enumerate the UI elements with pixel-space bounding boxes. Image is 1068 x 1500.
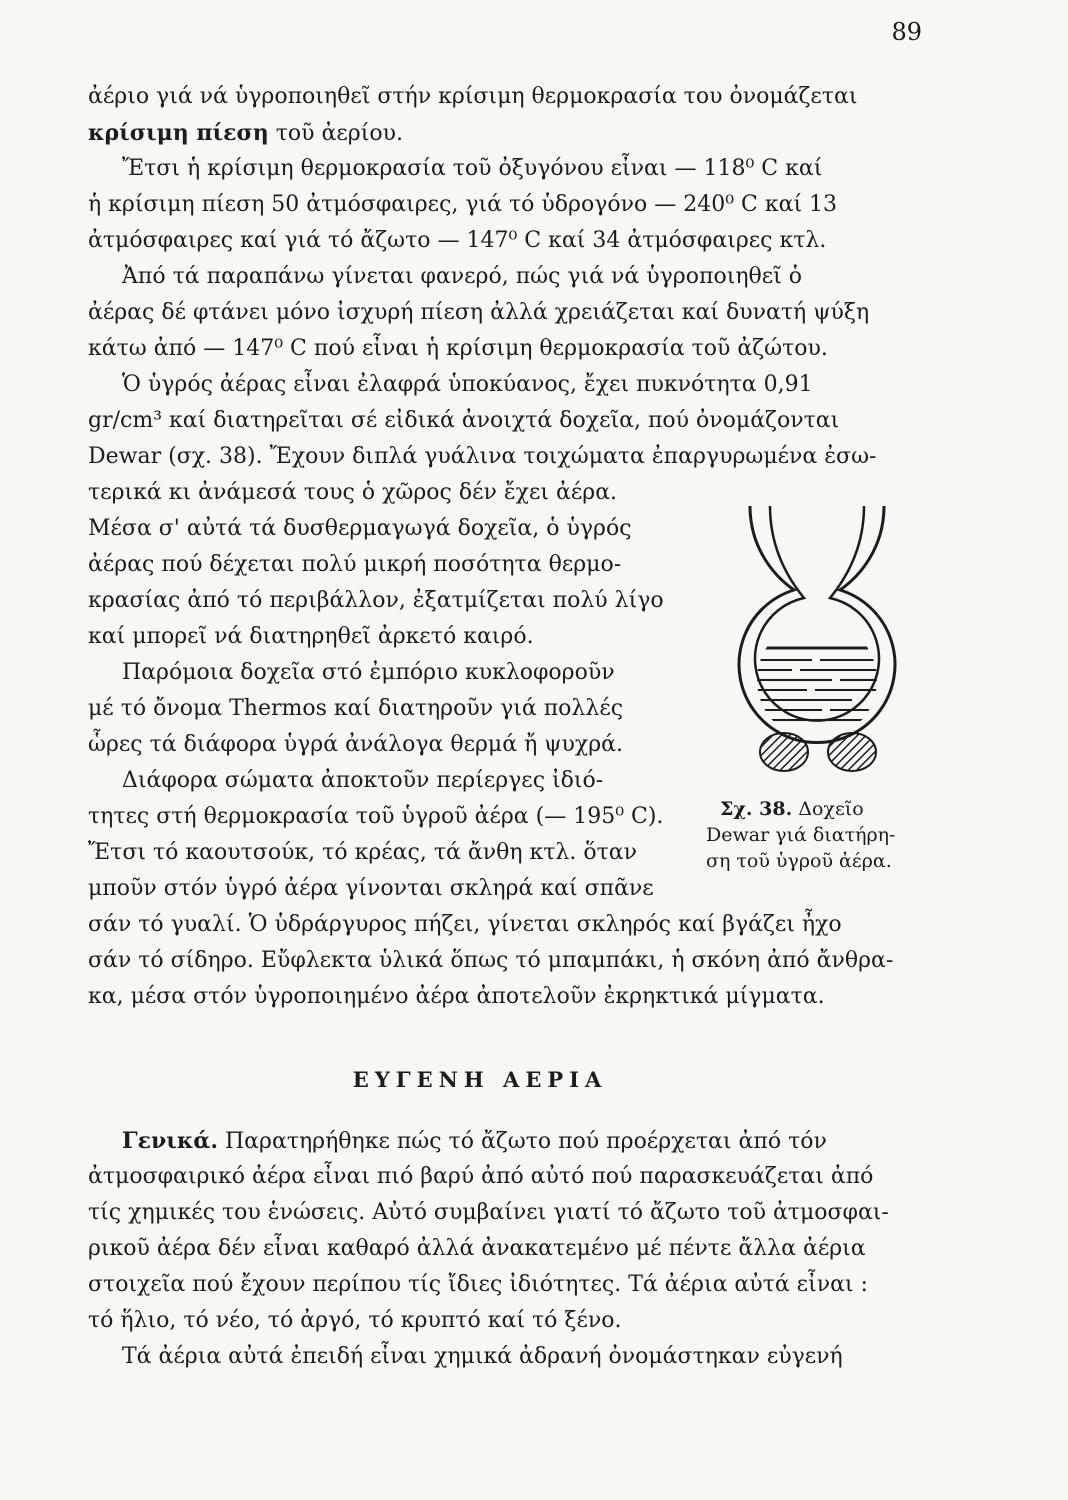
dewar-flask-figure <box>712 498 922 794</box>
section-heading: ΕΥΓΕΝΗ ΑΕΡΙΑ <box>352 1067 608 1092</box>
page-number: 89 <box>891 18 922 46</box>
text-line: σάν τό γυαλί. Ὁ ὑδράργυρος πήζει, γίνεται σκληρός καί βγάζει ἦχο <box>88 912 842 937</box>
figure-caption <box>720 796 864 823</box>
text-line: Ἔτσι τό καουτσούκ, τό κρέας, τά ἄνθη κτλ. ὅταν <box>88 840 637 865</box>
text-line: Μέσα σ' αὐτά τά δυσθερμαγωγά δοχεῖα, ὁ ὑγρός <box>88 516 632 541</box>
caption-text: Δοχεῖο <box>798 798 864 820</box>
text-line: τερικά κι ἀνάμεσά τους ὁ χῶρος δέν ἔχει ἀέρα. <box>88 480 618 505</box>
text-line: κάτω ἀπό — 147⁰ C πού εἶναι ἡ κρίσιμη θερμοκρασία τοῦ ἀζώτου. <box>88 336 828 361</box>
text-fragment: τοῦ ἀερίου. <box>275 121 403 146</box>
text-line: ὧρες τά διάφορα ὑγρά ἀνάλογα θερμά ἤ ψυχρά. <box>88 732 623 757</box>
text-line: κρασίας ἀπό τό περιβάλλον, ἐξατμίζεται πολύ λίγο <box>88 588 664 613</box>
text-line: Ἔτσι ἡ κρίσιμη θερμοκρασία τοῦ ὀξυγόνου εἶναι — 118⁰ C καί <box>122 156 823 181</box>
text-line: Ὁ ὑγρός ἀέρας εἶναι ἐλαφρά ὑποκύανος, ἔχει πυκνότητα 0,91 <box>122 372 813 397</box>
text-line: στοιχεῖα πού ἔχουν περίπου τίς ἴδιες ἰδιότητες. Τά ἀέρια αὐτά εἶναι : <box>88 1272 868 1297</box>
text-line: ἡ κρίσιμη πίεση 50 ἀτμόσφαιρες, γιά τό ὑδρογόνο — 240⁰ C καί 13 <box>88 192 838 217</box>
text-line: Ἀπό τά παραπάνω γίνεται φανερό, πώς γιά νά ὑγροποιηθεῖ ὁ <box>122 264 803 289</box>
caption-line: ση τοῦ ὑγροῦ ἀέρα. <box>706 850 892 872</box>
text-line: ἀτμόσφαιρες καί γιά τό ἄζωτο — 147⁰ C καί 34 ἀτμόσφαιρες κτλ. <box>88 228 827 253</box>
caption-label: Σχ. 38. <box>720 798 793 820</box>
text-line <box>122 1124 827 1158</box>
text-line: τό ἥλιο, τό νέο, τό ἀργό, τό κρυπτό καί τό ξένο. <box>88 1308 622 1333</box>
text-line: Τά ἀέρια αὐτά ἐπειδή εἶναι χημικά ἀδρανή ὀνομάστηκαν εὐγενή <box>122 1344 843 1369</box>
text-line: ἀέρας πού δέχεται πολύ μικρή ποσότητα θερμο- <box>88 552 622 577</box>
text-fragment: Παρατηρήθηκε πώς τό ἄζωτο πού προέρχεται ἀπό τόν <box>224 1129 827 1154</box>
text-line: ρικοῦ ἀέρα δέν εἶναι καθαρό ἀλλά ἀνακατεμένο μέ πέντε ἄλλα ἀέρια <box>88 1236 866 1261</box>
text-line <box>88 116 403 150</box>
text-line: κα, μέσα στόν ὑγροποιημένο ἀέρα ἀποτελοῦν ἐκρηκτικά μίγματα. <box>88 984 825 1009</box>
text-line: τίς χημικές του ἑνώσεις. Αὐτό συμβαίνει γιατί τό ἄζωτο τοῦ ἀτμοσφαι- <box>88 1200 889 1225</box>
text-line: Διάφορα σώματα ἀποκτοῦν περίεργες ἰδιό- <box>122 768 604 793</box>
text-line: ἀέριο γιά νά ὑγροποιηθεῖ στήν κρίσιμη θερμοκρασία του ὀνομάζεται <box>88 84 858 109</box>
text-line: σάν τό σίδηρο. Εὔφλεκτα ὑλικά ὅπως τό μπαμπάκι, ἡ σκόνη ἀπό ἄνθρα- <box>88 948 894 973</box>
subheading: Γενικά. <box>122 1128 218 1154</box>
caption-line: Dewar γιά διατήρη- <box>706 824 896 846</box>
text-line: gr/cm³ καί διατηρεῖται σέ εἰδικά ἀνοιχτά δοχεῖα, πού ὀνομάζονται <box>88 408 840 433</box>
text-line: μποῦν στόν ὑγρό ἀέρα γίνονται σκληρά καί σπᾶνε <box>88 876 654 901</box>
text-line: μέ τό ὄνομα Thermos καί διατηροῦν γιά πολλές <box>88 696 624 721</box>
text-line: ἀέρας δέ φτάνει μόνο ἰσχυρή πίεση ἀλλά χρειάζεται καί δυνατή ψύξη <box>88 300 870 325</box>
bold-term: κρίσιμη πίεση <box>88 120 269 146</box>
text-line: Παρόμοια δοχεῖα στό ἐμπόριο κυκλοφοροῦν <box>122 660 615 685</box>
text-line: ἀτμοσφαιρικό ἀέρα εἶναι πιό βαρύ ἀπό αὐτό πού παρασκευάζεται ἀπό <box>88 1164 874 1189</box>
text-line: τητες στή θερμοκρασία τοῦ ὑγροῦ ἀέρα (— 195⁰ C). <box>88 804 664 829</box>
text-line: καί μπορεῖ νά διατηρηθεῖ ἀρκετό καιρό. <box>88 624 534 649</box>
text-line: Dewar (σχ. 38). Ἔχουν διπλά γυάλινα τοιχώματα ἐπαργυρωμένα ἐσω- <box>88 444 877 469</box>
